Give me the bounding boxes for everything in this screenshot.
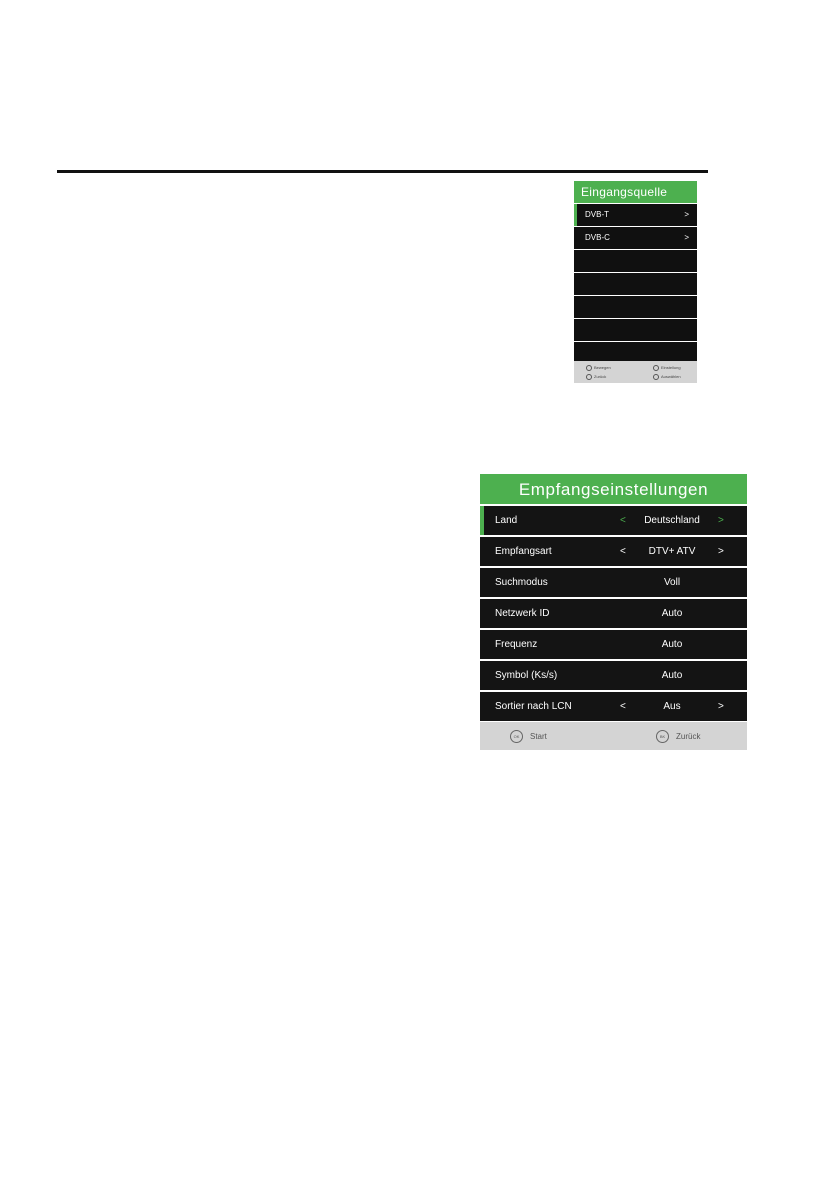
setting-label: Empfangsart (495, 546, 552, 557)
hint-enter (653, 365, 681, 371)
setting-value: DTV+ ATV (648, 546, 696, 557)
hint-back[interactable] (656, 722, 700, 750)
menu-footer (574, 361, 697, 383)
setting-row-land[interactable] (480, 506, 747, 535)
input-source-menu (574, 181, 697, 383)
menu-item-label: DVB-T (585, 210, 609, 219)
menu-item-empty (574, 250, 697, 272)
menu-icon (653, 365, 659, 371)
chevron-left-icon[interactable]: < (620, 546, 626, 557)
horizontal-rule (57, 170, 708, 173)
ok-icon (586, 374, 592, 380)
setting-value: Voll (663, 577, 681, 588)
setting-label: Netzwerk ID (495, 608, 550, 619)
chevron-left-icon[interactable]: < (620, 515, 626, 526)
setting-row-symbol[interactable] (480, 661, 747, 690)
menu-item-dvb-t[interactable] (574, 204, 697, 226)
back-icon: BK (656, 730, 669, 743)
setting-label: Frequenz (495, 639, 538, 650)
chevron-right-icon: > (684, 210, 689, 219)
hint-back (653, 374, 681, 380)
menu-item-empty (574, 273, 697, 295)
chevron-right-icon: > (684, 233, 689, 242)
setting-value: Aus (663, 701, 681, 712)
menu-title: Empfangseinstellungen (480, 474, 747, 504)
setting-value: Auto (661, 639, 683, 650)
setting-row-netzwerk-id[interactable] (480, 599, 747, 628)
hint-label: Start (530, 731, 547, 741)
chevron-right-icon[interactable]: > (718, 515, 724, 526)
hint-label: Einstellung (661, 365, 681, 370)
hint-label: Zurück (594, 374, 607, 379)
menu-item-label: DVB-C (585, 233, 610, 242)
setting-value: Auto (661, 670, 683, 681)
setting-row-empfangsart[interactable] (480, 537, 747, 566)
setting-label: Suchmodus (495, 577, 548, 588)
setting-row-sortier-lcn[interactable] (480, 692, 747, 721)
chevron-right-icon[interactable]: > (718, 546, 724, 557)
setting-value: Auto (661, 608, 683, 619)
ok-icon: OK (510, 730, 523, 743)
hint-label: Auswählen (661, 374, 681, 379)
chevron-right-icon[interactable]: > (718, 701, 724, 712)
setting-row-frequenz[interactable] (480, 630, 747, 659)
setting-label: Land (495, 515, 518, 526)
dpad-icon (586, 365, 592, 371)
hint-label: Zurück (676, 731, 701, 741)
setting-value: Deutschland (644, 515, 700, 526)
hint-label: Bewegen (594, 365, 611, 370)
setting-row-suchmodus[interactable] (480, 568, 747, 597)
menu-item-empty (574, 296, 697, 318)
reception-settings-menu (480, 474, 747, 750)
menu-title: Eingangsquelle (574, 181, 697, 203)
setting-label: Sortier nach LCN (495, 701, 572, 712)
exit-icon (653, 374, 659, 380)
hint-exit (586, 374, 606, 380)
chevron-left-icon[interactable]: < (620, 701, 626, 712)
hint-move (586, 365, 611, 371)
setting-label: Symbol (Ks/s) (495, 670, 558, 681)
menu-item-dvb-c[interactable] (574, 227, 697, 249)
menu-item-empty (574, 319, 697, 341)
menu-footer (480, 722, 747, 750)
hint-start[interactable] (510, 722, 547, 750)
